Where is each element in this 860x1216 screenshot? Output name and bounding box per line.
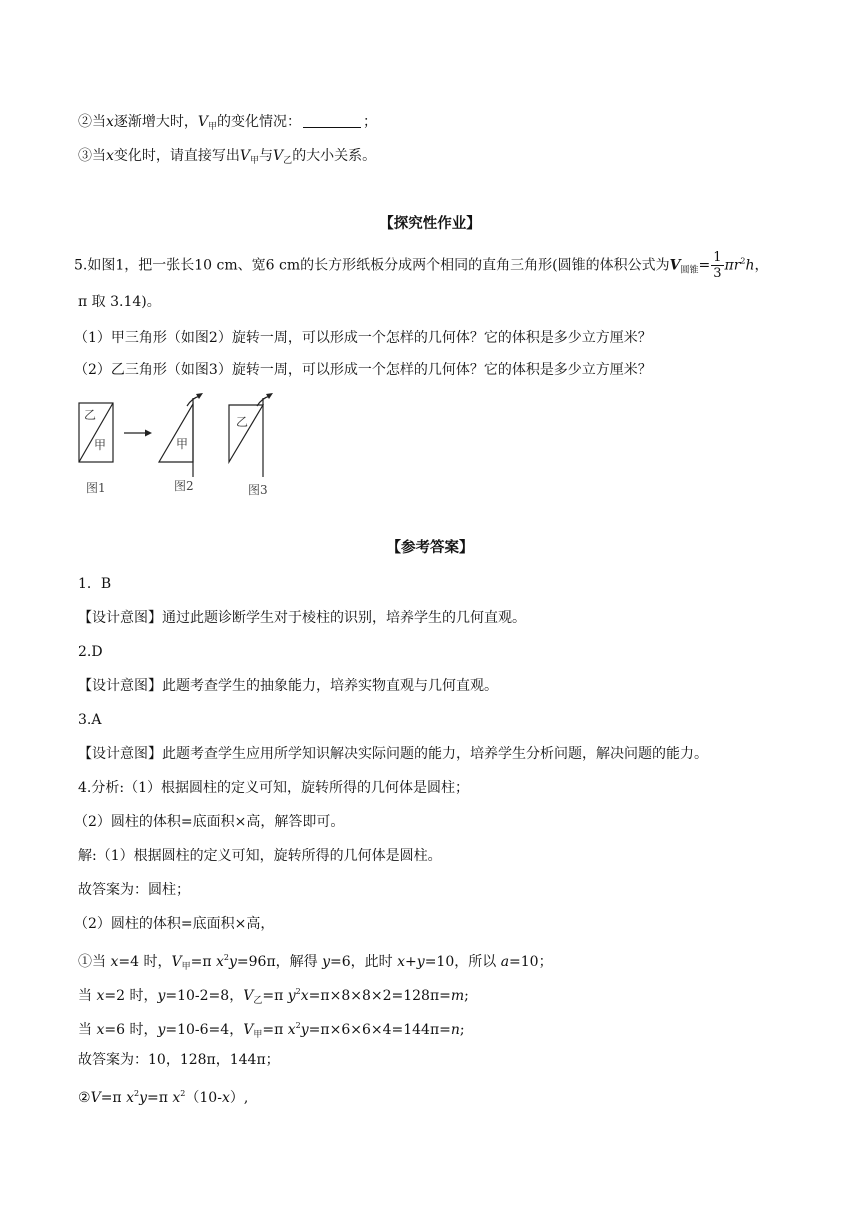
calc-line-1: ①当 x=4 时，$V_甲=\pi$ $x^2y=96\pi$，解得 y=6，此时 x+y=10，所以 a=10；	[78, 953, 553, 972]
answer-line: 【设计意图】此题考查学生应用所学知识解决实际问题的能力，培养学生分析问题，解决问题的能力。	[78, 746, 708, 762]
figure-caption-1: 图1	[86, 481, 106, 495]
calc-line-4: 故答案为：10，128π，144π；	[78, 1052, 280, 1068]
answer-line: （2）圆柱的体积=底面积×高，解答即可。	[74, 814, 345, 830]
q5-part-1: （1）甲三角形（如图2）旋转一周，可以形成一个怎样的几何体？它的体积是多少立方厘米？	[74, 330, 652, 346]
calc-line-3: 当 x=6 时，y=10-6=4，$V_甲=\pi$ $x^2y=\pi\times 6\times 6\times 4=144\pi=n$;	[78, 1021, 465, 1040]
figure-3-triangle	[229, 396, 270, 477]
answer-line: 2.D	[78, 644, 103, 660]
q5-intro: 5.如图1，把一张长10 cm、宽6 cm的长方形纸板分成两个相同的直角三角形(圆锥的体积公式为$V_{圆锥}=$ $\frac{1}{3}$ $\pi r^2h$，	[74, 250, 769, 281]
calc-line-2: 当 x=2 时，y=10-2=8，$V_乙=\pi$ $y^2x=\pi\times 8\times 8\times 2=128\pi=m$;	[78, 987, 469, 1006]
arrow-right-icon	[124, 430, 152, 437]
rotation-arrow-icon	[196, 393, 203, 399]
q4-line-3: ③当x变化时，请直接写出$V_甲$与$V_乙$的大小关系。	[78, 148, 377, 166]
section-title-explore: 【探究性作业】	[379, 215, 481, 232]
q4-line-2: ②当x逐渐增大时，$V_甲$的变化情况： ；	[78, 114, 378, 132]
rotation-arrow-icon	[266, 393, 273, 399]
answer-line: 4.分析:（1）根据圆柱的定义可知，旋转所得的几何体是圆柱；	[78, 780, 469, 796]
answer-line: 3.A	[78, 712, 102, 728]
section-title-answers: 【参考答案】	[386, 539, 474, 556]
answer-line: 1．B	[78, 576, 112, 592]
formula-fraction: $\frac{1}{3}$	[713, 250, 722, 281]
answer-line: 故答案为：圆柱；	[78, 882, 190, 898]
answer-line: （2）圆柱的体积=底面积×高，	[74, 916, 275, 932]
figure-label-yi: 乙	[84, 408, 97, 422]
answer-blank	[303, 115, 361, 128]
answer-line: 【设计意图】通过此题诊断学生对于棱柱的识别，培养学生的几何直观。	[78, 610, 526, 626]
figure-caption-2: 图2	[174, 479, 194, 493]
figure-label-jia: 甲	[94, 438, 107, 452]
figure-caption-3: 图3	[248, 483, 268, 497]
figure-2-label-jia: 甲	[176, 437, 189, 451]
calc-line-5: ②V=π $x^2y=\pi$ $x^2(10-x)$,	[78, 1089, 249, 1106]
q5-part-2: （2）乙三角形（如图3）旋转一周，可以形成一个怎样的几何体？它的体积是多少立方厘米？	[74, 362, 652, 378]
answer-line: 解:（1）根据圆柱的定义可知，旋转所得的几何体是圆柱。	[78, 848, 442, 864]
answer-line: 【设计意图】此题考查学生的抽象能力，培养实物直观与几何直观。	[78, 678, 498, 694]
q5-intro-2: π 取 3.14)。	[78, 294, 161, 310]
figure-3-label-yi: 乙	[236, 415, 249, 429]
